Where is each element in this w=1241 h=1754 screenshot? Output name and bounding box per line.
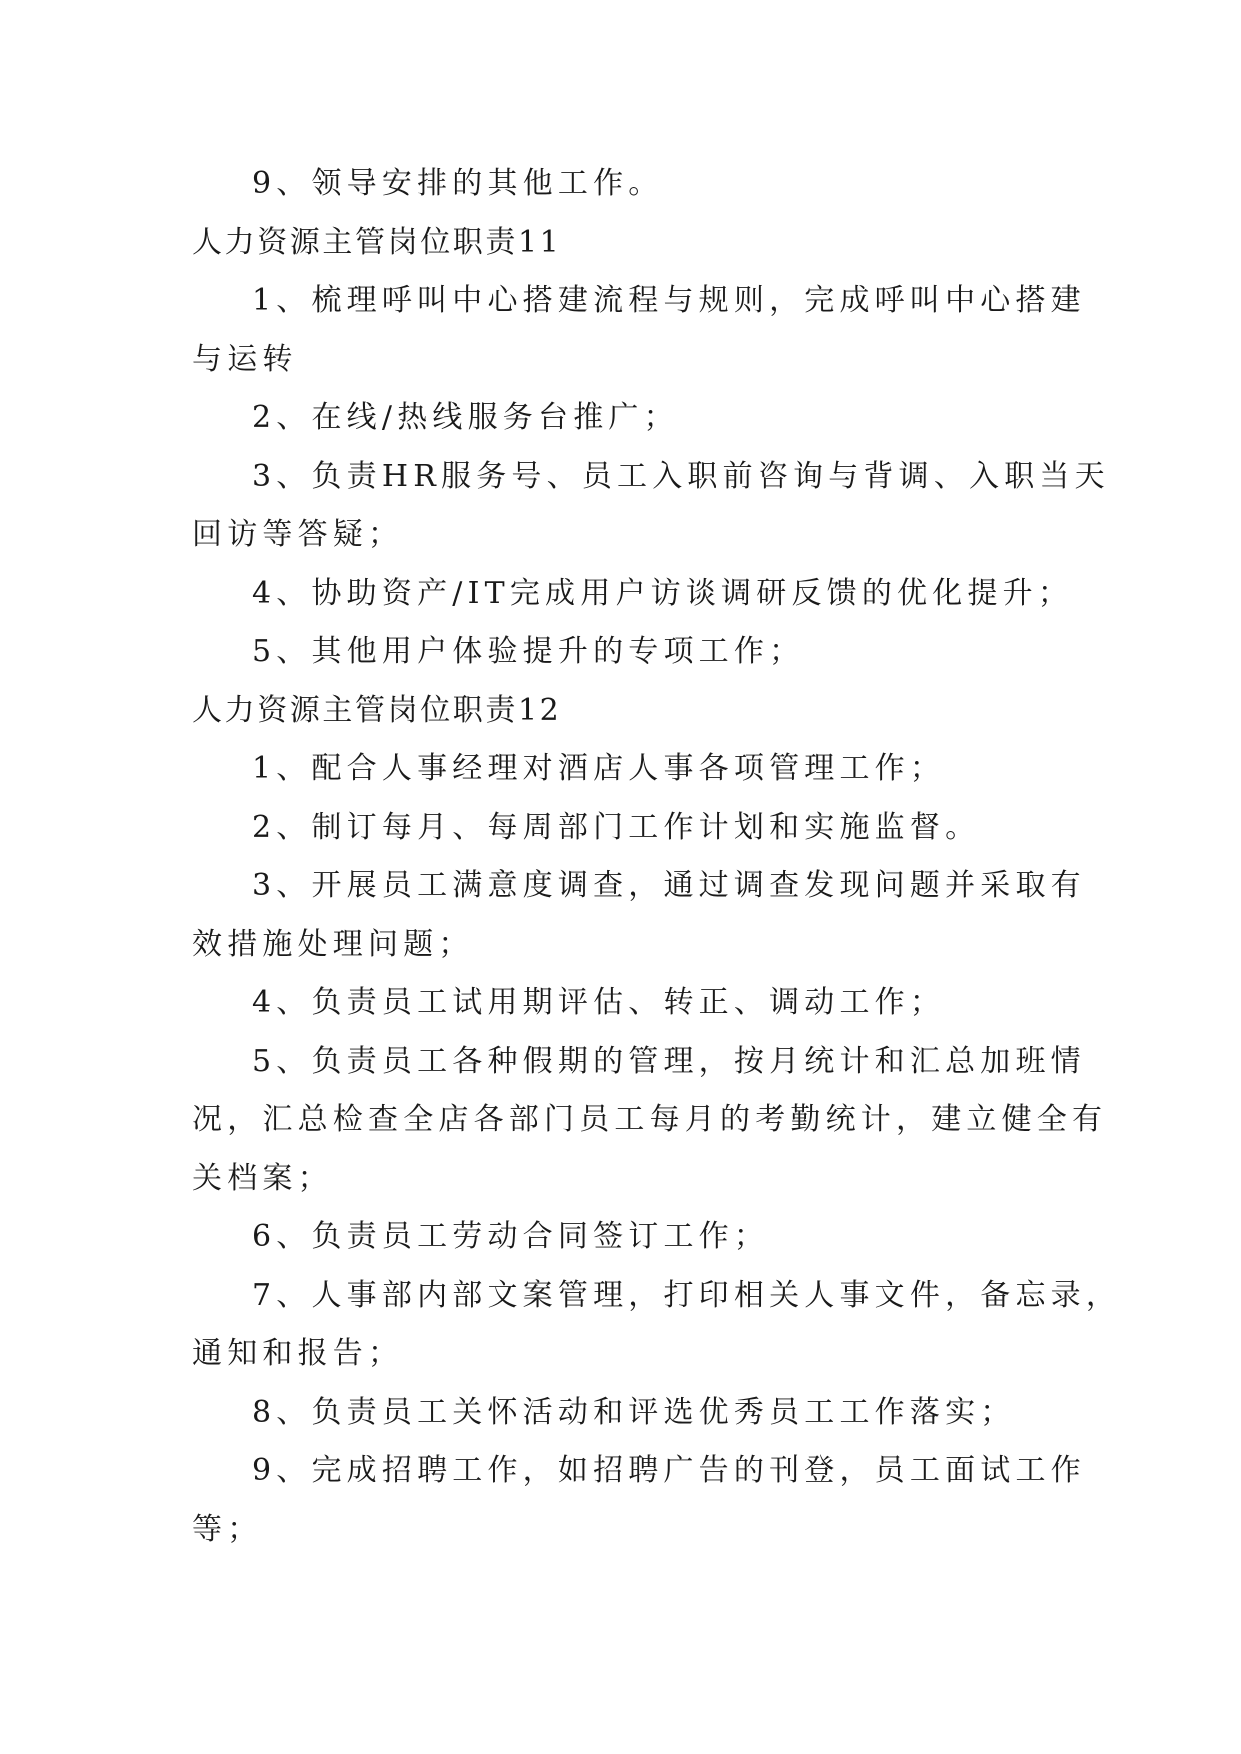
list-item: 5、其他用户体验提升的专项工作； bbox=[252, 634, 805, 669]
list-item: 1、梳理呼叫中心搭建流程与规则，完成呼叫中心搭建 bbox=[252, 283, 1086, 318]
list-item-continuation: 关档案； bbox=[192, 1160, 333, 1196]
list-item: 2、制订每月、每周部门工作计划和实施监督。 bbox=[252, 809, 981, 845]
list-item: 4、协助资产/IT完成用户访谈调研反馈的优化提升； bbox=[252, 575, 1074, 611]
list-item-continuation: 况，汇总检查全店各部门员工每月的考勤统计，建立健全有 bbox=[192, 1102, 1108, 1137]
list-item: 3、负责HR服务号、员工入职前咨询与背调、入职当天 bbox=[252, 458, 1110, 494]
list-item-continuation: 通知和报告； bbox=[192, 1336, 404, 1371]
list-item-continuation: 回访等答疑； bbox=[192, 517, 404, 552]
list-item: 3、开展员工满意度调查，通过调查发现问题并采取有 bbox=[252, 868, 1086, 903]
list-item: 8、负责员工关怀活动和评选优秀员工工作落实； bbox=[252, 1394, 1016, 1430]
list-item: 9、领导安排的其他工作。 bbox=[252, 166, 664, 201]
list-item: 5、负责员工各种假期的管理，按月统计和汇总加班情 bbox=[252, 1043, 1086, 1079]
list-item: 9、完成招聘工作，如招聘广告的刊登，员工面试工作 bbox=[252, 1453, 1086, 1488]
list-item: 2、在线/热线服务台推广； bbox=[252, 400, 679, 435]
section-heading: 人力资源主管岗位职责11 bbox=[192, 224, 562, 260]
list-item: 1、配合人事经理对酒店人事各项管理工作； bbox=[252, 751, 946, 786]
list-item-continuation: 等； bbox=[192, 1511, 263, 1547]
section-heading: 人力资源主管岗位职责12 bbox=[192, 692, 562, 728]
list-item: 6、负责员工劳动合同签订工作； bbox=[252, 1219, 770, 1254]
document-body bbox=[192, 155, 1122, 1559]
list-item: 4、负责员工试用期评估、转正、调动工作； bbox=[252, 985, 946, 1020]
list-item-continuation: 效措施处理问题； bbox=[192, 926, 474, 962]
list-item: 7、人事部内部文案管理，打印相关人事文件，备忘录， bbox=[252, 1277, 1122, 1313]
list-item-continuation: 与运转 bbox=[192, 341, 298, 377]
